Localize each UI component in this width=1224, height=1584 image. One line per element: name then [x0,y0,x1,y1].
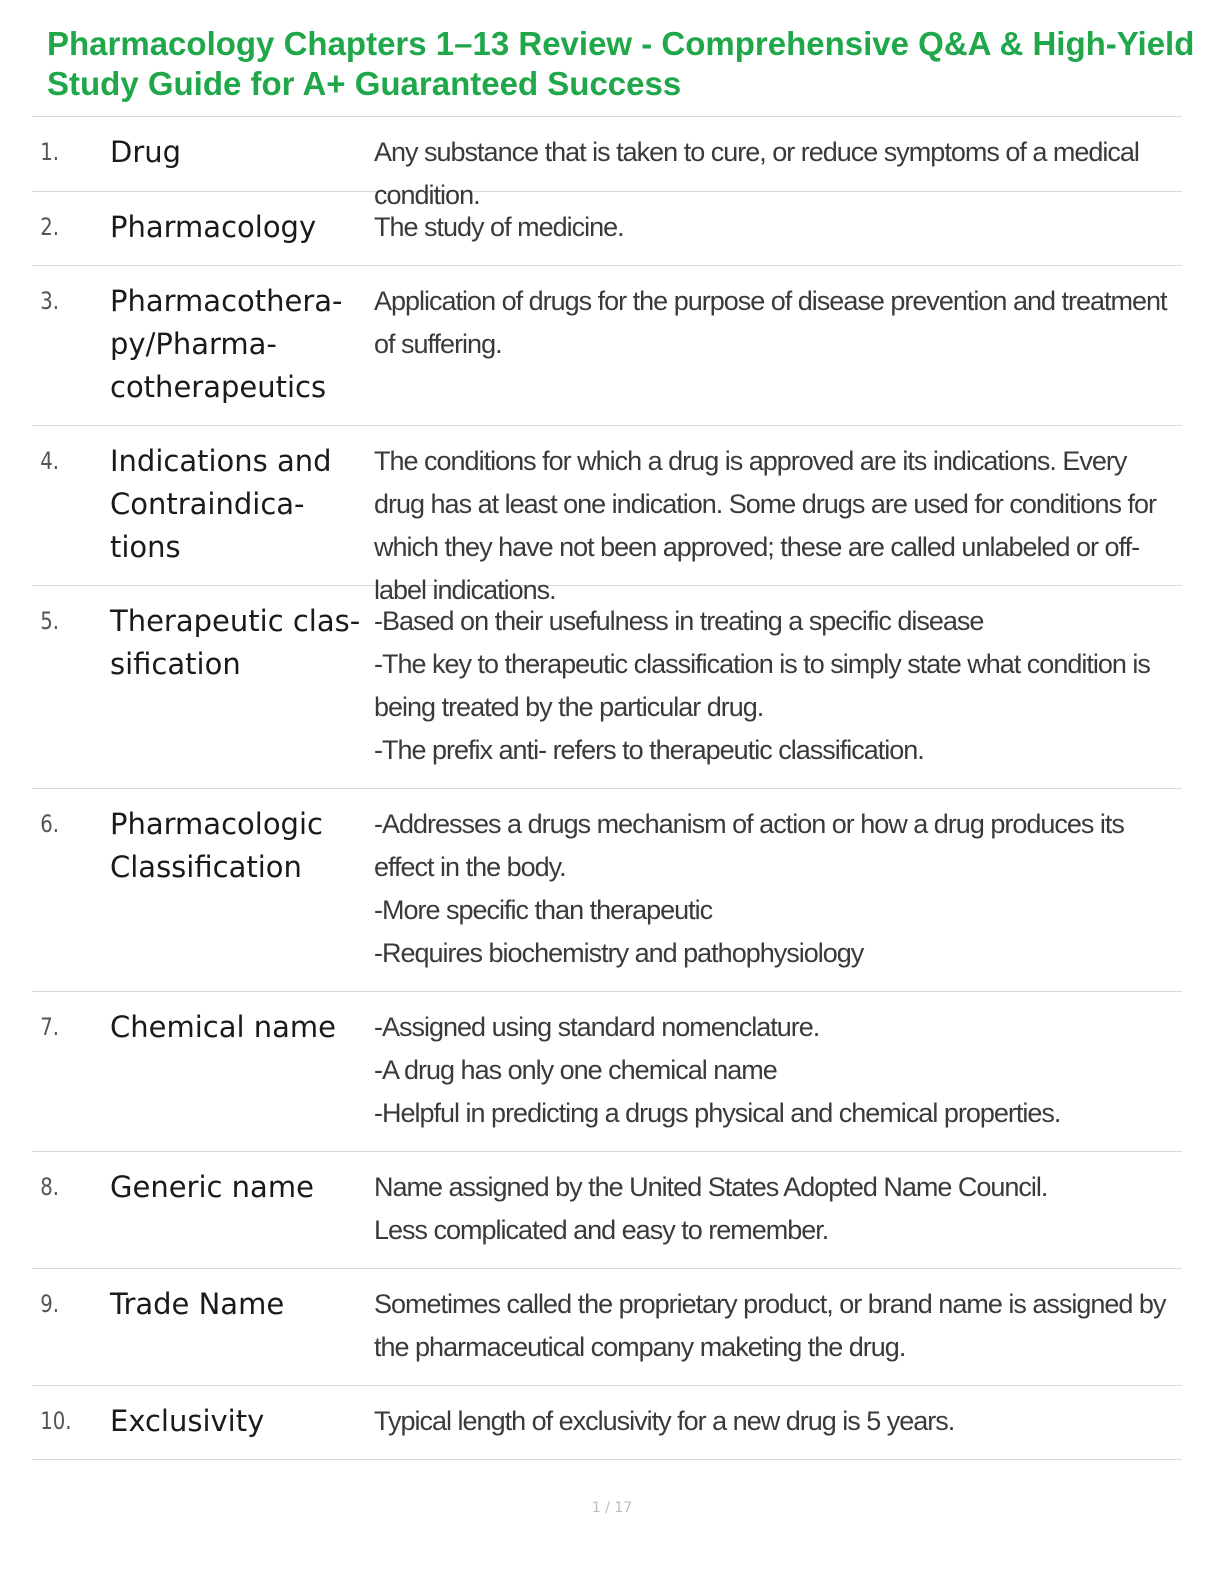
qa-table [32,116,1182,1460]
item-definition: Sometimes called the proprietary product, or brand name is assigned by the pharmaceutical company maketing the drug. [374,1289,1166,1362]
item-term: Drug [110,135,182,169]
item-number: 4. [40,447,59,475]
document-title: Pharmacology Chapters 1–13 Review - Comprehensive Q&A & High-Yield Study Guide for A+ Guaranteed Success [47,25,1195,102]
item-definition: Any substance that is taken to cure, or reduce symptoms of a medical condition. [374,137,1139,210]
table-row [32,586,1182,789]
item-number: 6. [40,810,59,838]
table-row [32,1386,1182,1460]
table-row [32,1269,1182,1386]
item-definition: Name assigned by the United States Adopted Name Council. Less complicated and easy to remember. [374,1172,1048,1245]
item-definition: -Based on their usefulness in treating a specific disease -The key to therapeutic classification is to simply state what condition is being treated by the particular drug. -The prefix anti- refers to therapeutic classification. [374,606,1150,765]
table-row [32,789,1182,992]
item-term: Trade Name [110,1287,285,1321]
table-row [32,117,1182,210]
item-definition: The study of medicine. [374,212,624,242]
item-number: 8. [40,1173,59,1201]
item-definition: The conditions for which a drug is approved are its indications. Every drug has at least one indication. Some drugs are used for conditions for which they have not been approved; these are called unlabeled or off- label indications. [374,446,1157,605]
item-number: 1. [40,138,59,166]
item-term: Pharmacothera-py/Pharma-cotherapeutics [110,284,343,404]
item-term: Generic name [110,1170,314,1204]
item-number: 7. [40,1013,59,1041]
table-row [32,266,1182,426]
table-row [32,1152,1182,1269]
item-number: 2. [40,213,59,241]
item-definition: Application of drugs for the purpose of disease prevention and treatment of suffering. [374,286,1167,359]
item-term: Therapeutic clas-sification [110,604,361,681]
item-definition: Typical length of exclusivity for a new drug is 5 years. [374,1406,955,1436]
item-number: 9. [40,1290,59,1318]
item-definition: -Addresses a drugs mechanism of action or how a drug produces its effect in the body. -More specific than therapeutic -Requires biochemistry and pathophysiology [374,809,1124,968]
item-term: Exclusivity [110,1404,265,1438]
item-number: 5. [40,607,59,635]
item-term: Pharmacology [110,210,317,244]
item-term: Indications and Contraindica-tions [110,444,332,564]
table-row [32,192,1182,266]
table-row [32,992,1182,1152]
item-term: Pharmacologic Classification [110,807,323,884]
item-definition: -Assigned using standard nomenclature. -A drug has only one chemical name -Helpful in predicting a drugs physical and chemical properties. [374,1012,1061,1128]
table-row [32,426,1182,605]
item-term: Chemical name [110,1010,337,1044]
item-number: 10. [40,1407,72,1435]
item-number: 3. [40,287,59,315]
page-number: 1 / 17 [591,1500,633,1516]
